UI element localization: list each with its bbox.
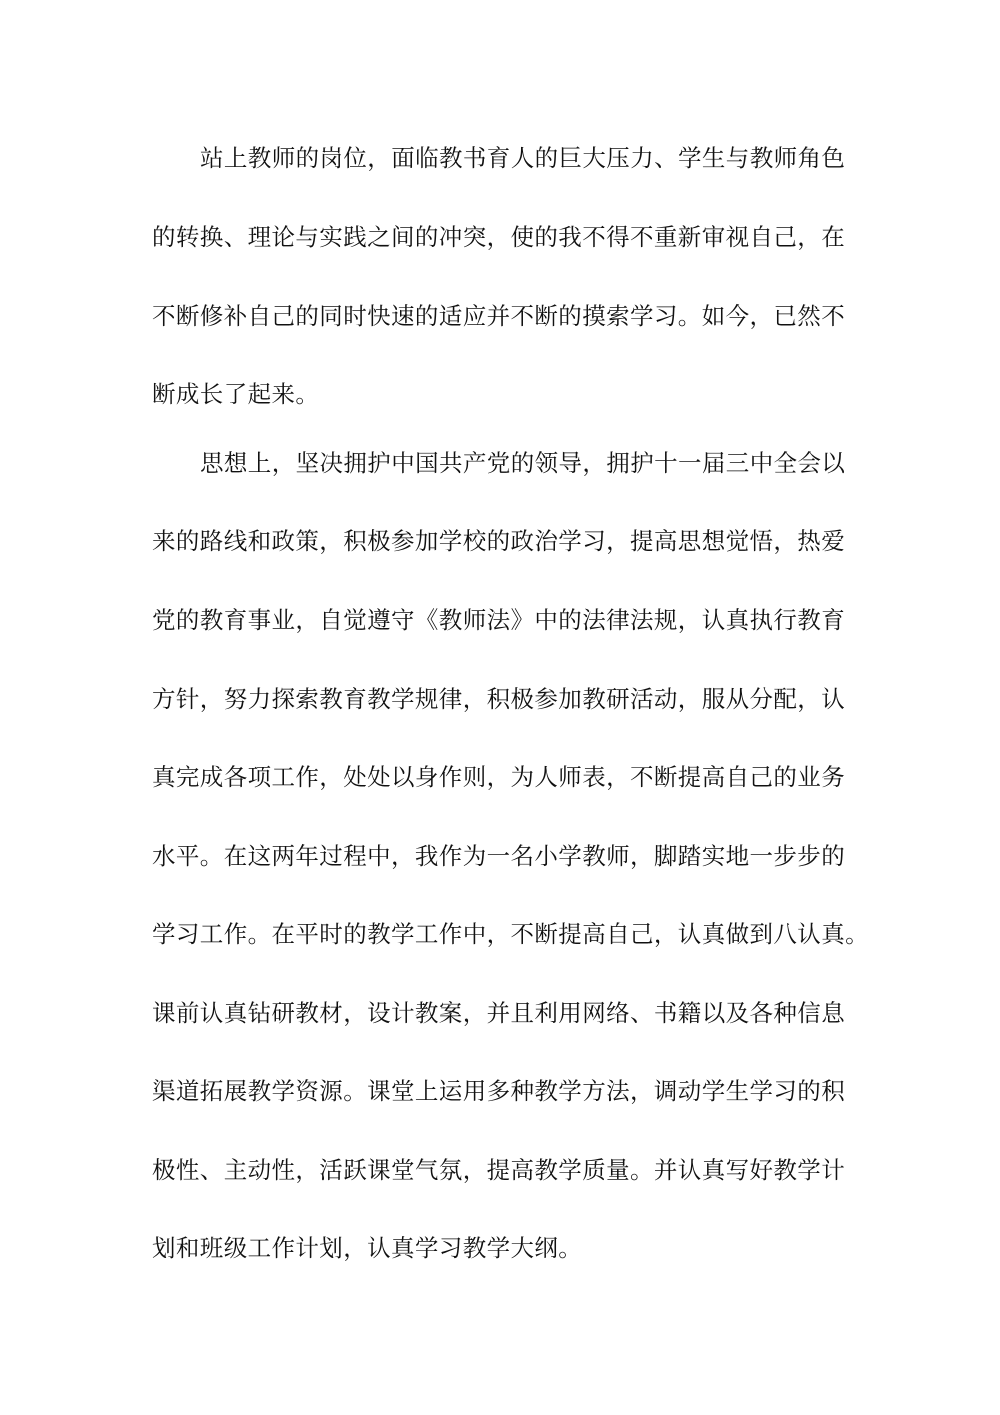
text-line: 站上教师的岗位，面临教书育人的巨大压力、学生与教师角色 bbox=[200, 144, 846, 172]
text-line: 划和班级工作计划，认真学习教学大纲。 bbox=[152, 1234, 583, 1262]
text-line: 方针，努力探索教育教学规律，积极参加教研活动，服从分配，认 bbox=[152, 685, 846, 713]
text-line: 渠道拓展教学资源。课堂上运用多种教学方法，调动学生学习的积 bbox=[152, 1077, 846, 1105]
text-line: 党的教育事业，自觉遵守《教师法》中的法律法规，认真执行教育 bbox=[152, 606, 846, 634]
text-line: 的转换、理论与实践之间的冲突，使的我不得不重新审视自己，在 bbox=[152, 223, 846, 251]
text-line: 水平。在这两年过程中，我作为一名小学教师，脚踏实地一步步的 bbox=[152, 842, 846, 870]
text-line: 思想上，坚决拥护中国共产党的领导，拥护十一届三中全会以 bbox=[200, 449, 846, 477]
text-line: 来的路线和政策，积极参加学校的政治学习，提高思想觉悟，热爱 bbox=[152, 527, 846, 555]
text-line: 不断修补自己的同时快速的适应并不断的摸索学习。如今，已然不 bbox=[152, 302, 846, 330]
text-line: 断成长了起来。 bbox=[152, 380, 320, 408]
text-line: 极性、主动性，活跃课堂气氛，提高教学质量。并认真写好教学计 bbox=[152, 1156, 846, 1184]
text-line: 学习工作。在平时的教学工作中，不断提高自己，认真做到八认真。 bbox=[152, 920, 869, 948]
text-line: 真完成各项工作，处处以身作则，为人师表，不断提高自己的业务 bbox=[152, 763, 846, 791]
text-line: 课前认真钻研教材，设计教案，并且利用网络、书籍以及各种信息 bbox=[152, 999, 846, 1027]
